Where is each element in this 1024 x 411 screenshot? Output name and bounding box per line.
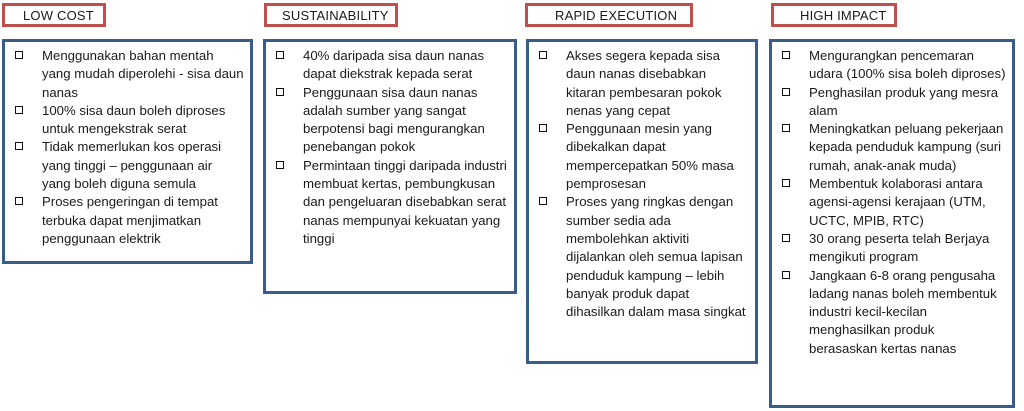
checkbox-bullet-icon	[539, 51, 547, 59]
checkbox-bullet-icon	[276, 88, 284, 96]
bullet-text: Akses segera kepada sisa daun nanas disebabkan kitaran pembesaran pokok nenas yang cepat	[566, 48, 722, 118]
list-item	[782, 84, 1006, 121]
bullet-text: Proses yang ringkas dengan sumber sedia ada membolehkan aktiviti dijalankan oleh semua lapisan penduduk kampung – lebih banyak produk dapat dihasilkan dalam masa singkat	[566, 194, 746, 320]
checkbox-bullet-icon	[782, 234, 790, 242]
list-item	[539, 47, 749, 120]
checkbox-bullet-icon	[539, 197, 547, 205]
column-content-box	[769, 39, 1015, 408]
bullet-text: Proses pengeringan di tempat terbuka dapat menjimatkan penggunaan elektrik	[42, 194, 218, 246]
checkbox-bullet-icon	[782, 88, 790, 96]
column-title: SUSTAINABILITY	[282, 7, 389, 23]
checkbox-bullet-icon	[782, 179, 790, 187]
checkbox-bullet-icon	[782, 124, 790, 132]
checkbox-bullet-icon	[15, 106, 23, 114]
list-item	[782, 47, 1006, 84]
list-item	[782, 175, 1006, 230]
list-item	[782, 230, 1006, 267]
bullet-text: Meningkatkan peluang pekerjaan kepada penduduk kampung (suri rumah, anak-anak muda)	[809, 121, 1004, 173]
column-content-box	[263, 39, 517, 294]
column-header	[2, 3, 106, 27]
list-item	[276, 84, 508, 157]
list-item	[15, 47, 244, 102]
column-header	[771, 3, 897, 27]
bullet-text: Permintaan tinggi daripada industri membuat kertas, pembungkusan dan pengeluaran disebabkan serat nanas mempunyai kekuatan yang tinggi	[303, 157, 507, 246]
list-item	[15, 102, 244, 139]
bullet-list	[782, 47, 1006, 358]
checkbox-bullet-icon	[15, 197, 23, 205]
bullet-text: 30 orang peserta telah Berjaya mengikuti program	[809, 230, 990, 265]
bullet-text: Jangkaan 6-8 orang pengusaha ladang nanas boleh membentuk industri kecil-kecilan menghasilkan produk berasaskan kertas nanas	[809, 267, 997, 356]
list-item	[782, 120, 1006, 175]
bullet-text: Membentuk kolaborasi antara agensi-agensi kerajaan (UTM, UCTC, MPIB, RTC)	[809, 176, 986, 228]
column-title: RAPID EXECUTION	[555, 7, 678, 23]
bullet-list	[15, 47, 244, 248]
bullet-text: Penggunaan sisa daun nanas adalah sumber yang sangat berpotensi bagi mengurangkan penebangan pokok	[303, 84, 485, 155]
list-item	[15, 138, 244, 193]
list-item	[276, 47, 508, 84]
list-item	[782, 267, 1006, 358]
column-content-box	[526, 39, 758, 364]
bullet-text: Penghasilan produk yang mesra alam	[809, 84, 999, 118]
checkbox-bullet-icon	[276, 51, 284, 59]
checkbox-bullet-icon	[276, 161, 284, 169]
column-content-box	[2, 39, 253, 264]
list-item	[539, 193, 749, 321]
bullet-text: Tidak memerlukan kos operasi yang tinggi – penggunaan air yang boleh diguna semula	[42, 139, 222, 192]
bullet-text: 100% sisa daun boleh diproses untuk mengekstrak serat	[42, 102, 226, 137]
list-item	[15, 193, 244, 248]
bullet-text: Menggunakan bahan mentah yang mudah diperolehi - sisa daun nanas	[42, 48, 244, 100]
column-header	[525, 3, 693, 27]
checkbox-bullet-icon	[15, 51, 23, 59]
bullet-text: Penggunaan mesin yang dibekalkan dapat mempercepatkan 50% masa pemprosesan	[566, 121, 734, 192]
list-item	[539, 120, 749, 193]
checkbox-bullet-icon	[15, 142, 23, 150]
checkbox-bullet-icon	[539, 124, 547, 132]
bullet-list	[276, 47, 508, 248]
checkbox-bullet-icon	[782, 51, 790, 59]
column-header	[264, 3, 398, 27]
bullet-text: Mengurangkan pencemaran udara (100% sisa boleh diproses)	[809, 48, 1006, 82]
checkbox-bullet-icon	[782, 271, 790, 279]
column-title: LOW COST	[23, 7, 94, 23]
list-item	[276, 157, 508, 248]
bullet-text: 40% daripada sisa daun nanas dapat diekstrak kepada serat	[303, 48, 485, 82]
bullet-list	[539, 47, 749, 321]
column-title: HIGH IMPACT	[800, 7, 887, 23]
